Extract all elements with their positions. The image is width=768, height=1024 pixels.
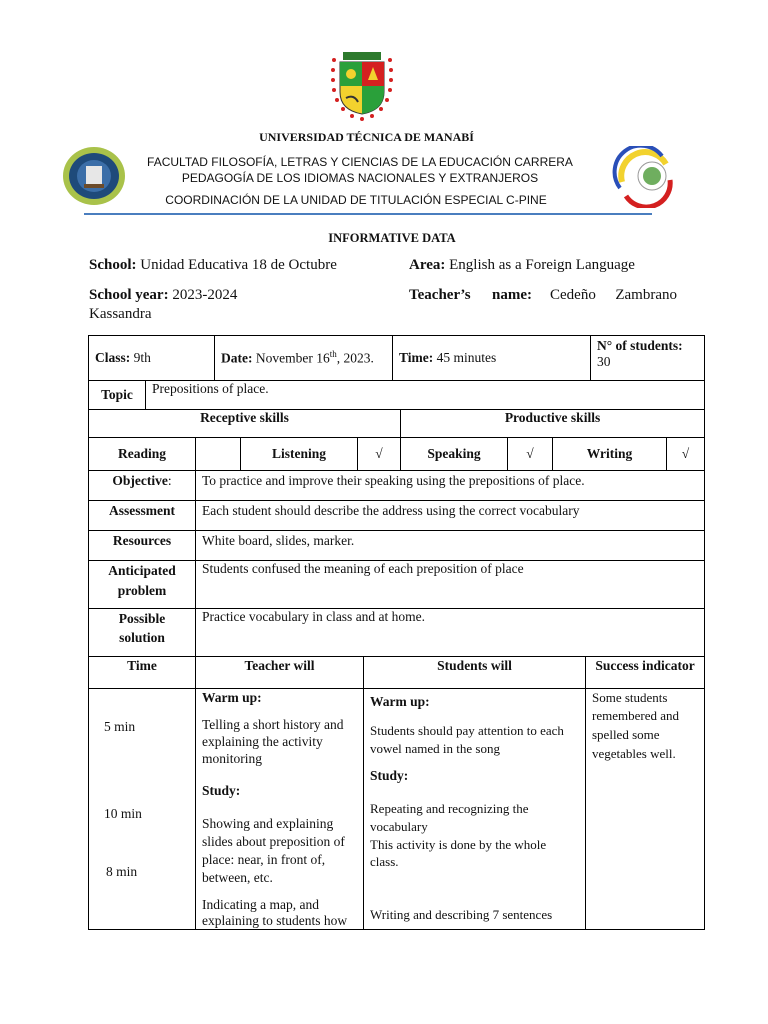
topic-label: Topic [89,381,146,410]
time-header: Time [89,657,196,689]
class-label: Class: [95,350,131,365]
time-value: 45 minutes [436,350,497,365]
possible-value: Practice vocabulary in class and at home. [196,609,705,657]
teacher-label-name: name: [492,287,532,303]
area-info [409,257,635,274]
reading-check [196,438,241,471]
speaking-check: √ [508,438,553,471]
possible-label-2: solution [119,630,165,645]
assessment-label: Assessment [89,501,196,531]
listening-check: √ [358,438,401,471]
lesson-details-table [88,470,705,657]
students-study-line-3: This activity is done by the whole [370,837,547,852]
teacher-label: Teacher’s [409,287,471,303]
teacher-info [409,287,677,304]
date-value-post: , 2023. [336,350,374,366]
possible-label-cell [89,609,196,657]
school-label: School: [89,257,137,273]
objective-label-cell [89,471,196,501]
teacher-study-line-2: slides about preposition of [202,834,345,849]
teacher-warm-line-1: Telling a short history and [202,717,344,732]
time-activity: 8 min [106,864,138,879]
students-warm-line-2: vowel named in the song [370,741,500,756]
anticipated-label-2: problem [117,583,167,598]
class-info-table [88,335,705,381]
teacher-map-line-2: explaining to students how [202,913,348,928]
students-study-line-2: vocabulary [370,819,428,834]
students-cell [591,336,705,381]
teacher-study-line-3: place: near, in front of, [202,852,326,867]
time-label: Time: [399,350,434,365]
writing-check: √ [667,438,705,471]
anticipated-label-cell [89,561,196,609]
date-cell [215,336,393,381]
time-warm-up: 5 min [104,719,136,734]
anticipated-value: Students confused the meaning of each preposition of place [196,561,705,609]
success-line-3: spelled some [592,727,660,742]
resources-label: Resources [89,531,196,561]
teacher-warm-line-3: monitoring [202,751,262,766]
receptive-skills-header: Receptive skills [89,410,401,438]
speaking-label: Speaking [401,438,508,471]
teacher-study-label: Study: [202,783,241,798]
topic-value: Prepositions of place. [146,381,705,410]
students-study-label: Study: [370,768,409,783]
resources-value: White board, slides, marker. [196,531,705,561]
class-cell [89,336,215,381]
university-crest-logo [328,50,396,122]
success-indicator-header: Success indicator [586,657,705,689]
listening-label: Listening [241,438,358,471]
students-label: N° of students: [597,338,683,353]
skills-table [88,409,705,471]
objective-colon: : [167,473,172,488]
reading-label: Reading [89,438,196,471]
section-title: INFORMATIVE DATA [328,231,456,245]
class-value: 9th [133,350,151,365]
students-will-header: Students will [364,657,586,689]
students-writing-line-1: Writing and describing 7 sentences [370,907,553,922]
teacher-warm-up-label: Warm up: [202,690,262,705]
school-value: Unidad Educativa 18 de Octubre [140,257,337,273]
teacher-warm-line-2: explaining the activity [202,734,323,749]
teacher-map-line-1: Indicating a map, and [202,897,319,912]
success-line-1: Some students [592,690,668,705]
school-year-label: School year: [89,287,169,303]
objective-value: To practice and improve their speaking using the prepositions of place. [196,471,705,501]
topic-table [88,380,705,410]
productive-skills-header: Productive skills [401,410,705,438]
school-year-info [89,287,237,304]
date-superscript: th [329,349,337,360]
teacher-name-2: Zambrano [615,287,677,303]
time-cell [393,336,591,381]
header-divider [84,213,652,215]
success-line-2: remembered and [592,708,679,723]
faculty-line-1: FACULTAD FILOSOFÍA, LETRAS Y CIENCIAS DE LA EDUCACIÓN CARRERA [147,155,573,169]
success-line-4: vegetables well. [592,746,676,761]
students-warm-line-1: Students should pay attention to each [370,723,564,738]
lesson-plan-table [88,656,705,930]
teacher-study-line-4: between, etc. [202,870,273,885]
time-study: 10 min [104,806,142,821]
students-study-line-4: class. [370,854,399,869]
anticipated-label-1: Anticipated [108,563,176,578]
assessment-value: Each student should describe the address using the correct vocabulary [196,501,705,531]
date-value: November 16 [255,350,330,366]
area-label: Area: [409,257,446,273]
teacher-study-line-1: Showing and explaining [202,816,334,831]
teacher-will-header: Teacher will [196,657,364,689]
possible-label-1: Possible [118,611,166,626]
teacher-name-1: Cedeño [550,287,596,303]
time-column-cell [89,689,196,930]
school-year-value: 2023-2024 [172,287,238,303]
teacher-name-3: Kassandra [89,306,152,322]
students-will-cell [364,689,586,930]
faculty-line-2: PEDAGOGÍA DE LOS IDIOMAS NACIONALES Y EXTRANJEROS [181,171,539,185]
students-warm-up-label: Warm up: [370,694,430,709]
teacher-will-cell [196,689,364,930]
objective-label: Objective [112,473,168,488]
writing-label: Writing [553,438,667,471]
date-label: Date: [221,350,253,366]
success-indicator-cell [586,689,705,930]
students-study-line-1: Repeating and recognizing the [370,801,529,816]
university-name: UNIVERSIDAD TÉCNICA DE MANABÍ [259,130,474,144]
students-value: 30 [597,354,611,369]
school-info [89,257,337,274]
coordination-line: COORDINACIÓN DE LA UNIDAD DE TITULACIÓN ESPECIAL C-PINE [165,193,547,207]
area-value: English as a Foreign Language [449,257,635,273]
